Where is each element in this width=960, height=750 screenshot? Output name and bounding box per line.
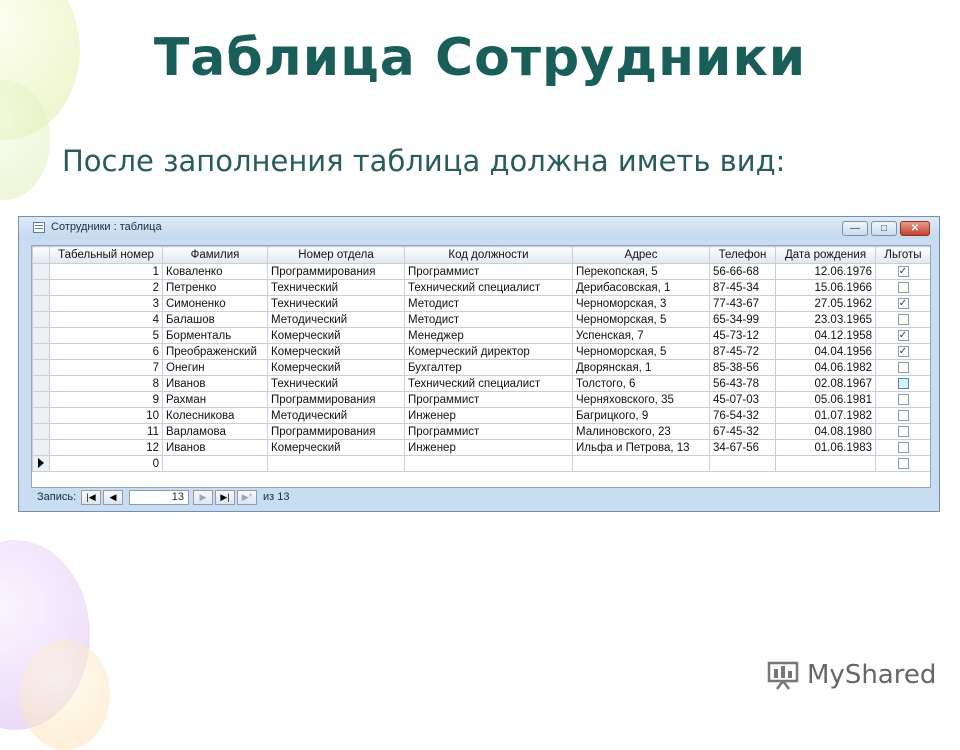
cell-id[interactable]: 0 (50, 456, 163, 472)
slide-title: Таблица Сотрудники (153, 28, 807, 88)
cell-id[interactable]: 5 (50, 328, 163, 344)
column-header[interactable]: Дата рождения (776, 247, 876, 264)
row-selector[interactable] (33, 440, 50, 456)
of-label: из (263, 491, 275, 503)
cell-id[interactable]: 12 (50, 440, 163, 456)
employees-table (32, 246, 931, 472)
cell-birth[interactable]: 04.04.1956 (776, 344, 876, 360)
cell-position[interactable]: Методист (405, 312, 573, 328)
cell-surname[interactable]: Иванов (163, 440, 268, 456)
record-total (263, 491, 290, 503)
cell-surname[interactable]: Борменталь (163, 328, 268, 344)
cell-dept[interactable]: Методический (268, 312, 405, 328)
cell-dept[interactable]: Комерческий (268, 328, 405, 344)
cell-position[interactable]: Бухгалтер (405, 360, 573, 376)
cell-position[interactable]: Программист (405, 264, 573, 280)
cell-dept[interactable]: Методический (268, 408, 405, 424)
new-record-icon[interactable]: ▶* (237, 490, 257, 505)
cell-benefit (876, 264, 931, 280)
cell-benefit (876, 328, 931, 344)
table-row[interactable] (33, 376, 931, 392)
cell-phone[interactable]: 34-67-56 (710, 440, 776, 456)
cell-phone[interactable]: 85-38-56 (710, 360, 776, 376)
row-selector[interactable] (33, 296, 50, 312)
cell-position[interactable]: Инженер (405, 440, 573, 456)
cell-dept[interactable]: Комерческий (268, 440, 405, 456)
select-all-cell[interactable] (33, 247, 50, 264)
cell-position[interactable]: Комерческий директор (405, 344, 573, 360)
table-row[interactable] (33, 392, 931, 408)
cell-position[interactable]: Программист (405, 424, 573, 440)
first-record-icon[interactable]: |◀ (81, 490, 101, 505)
cell-phone[interactable]: 56-66-68 (710, 264, 776, 280)
cell-benefit (876, 440, 931, 456)
cell-phone[interactable]: 87-45-34 (710, 280, 776, 296)
row-selector[interactable] (33, 376, 50, 392)
cell-surname[interactable]: Колесникова (163, 408, 268, 424)
cell-id[interactable]: 4 (50, 312, 163, 328)
previous-record-icon[interactable]: ◀ (103, 490, 123, 505)
cell-phone[interactable]: 65-34-99 (710, 312, 776, 328)
cell-dept[interactable]: Программирования (268, 392, 405, 408)
minimize-button[interactable]: — (842, 221, 868, 236)
column-header[interactable]: Телефон (710, 247, 776, 264)
cell-phone[interactable]: 45-07-03 (710, 392, 776, 408)
row-selector[interactable] (33, 312, 50, 328)
cell-benefit (876, 296, 931, 312)
maximize-button[interactable]: □ (871, 221, 897, 236)
cell-id[interactable]: 3 (50, 296, 163, 312)
cell-surname[interactable]: Рахман (163, 392, 268, 408)
logo-text: MyShared (807, 660, 937, 690)
row-selector[interactable] (33, 408, 50, 424)
cell-address[interactable]: Черняховского, 35 (573, 392, 710, 408)
cell-phone[interactable]: 77-43-67 (710, 296, 776, 312)
cell-phone[interactable]: 87-45-72 (710, 344, 776, 360)
benefit-checkbox[interactable]: ✓ (898, 297, 908, 309)
cell-id[interactable]: 8 (50, 376, 163, 392)
table-icon (33, 222, 45, 233)
cell-phone[interactable]: 56-43-78 (710, 376, 776, 392)
arrow-icon (38, 458, 44, 468)
row-selector[interactable] (33, 360, 50, 376)
benefit-checkbox[interactable] (898, 410, 909, 421)
column-header[interactable]: Фамилия (163, 247, 268, 264)
myshared-logo (767, 658, 937, 694)
cell-surname[interactable]: Преображенский (163, 344, 268, 360)
cell-benefit (876, 280, 931, 296)
cell-benefit (876, 360, 931, 376)
datasheet-grid (31, 245, 931, 488)
column-header[interactable]: Код должности (405, 247, 573, 264)
benefit-checkbox[interactable]: ✓ (898, 329, 908, 341)
column-header[interactable]: Льготы (876, 247, 931, 264)
cell-position[interactable]: Инженер (405, 408, 573, 424)
cell-position[interactable]: Технический специалист (405, 376, 573, 392)
cell-position[interactable]: Программист (405, 392, 573, 408)
cell-dept[interactable]: Программирования (268, 264, 405, 280)
table-row[interactable] (33, 296, 931, 312)
cell-address[interactable]: Малиновского, 23 (573, 424, 710, 440)
cell-dept[interactable]: Комерческий (268, 360, 405, 376)
row-selector[interactable] (33, 280, 50, 296)
empty-cell[interactable] (405, 456, 573, 472)
header-row (33, 247, 931, 264)
cell-address[interactable]: Дерибасовская, 1 (573, 280, 710, 296)
empty-cell[interactable] (268, 456, 405, 472)
cell-address[interactable]: Багрицкого, 9 (573, 408, 710, 424)
new-record-row[interactable] (33, 456, 931, 472)
cell-position[interactable]: Менеджер (405, 328, 573, 344)
window-titlebar[interactable] (19, 217, 939, 239)
table-row[interactable] (33, 280, 931, 296)
cell-birth[interactable]: 04.12.1958 (776, 328, 876, 344)
row-selector[interactable] (33, 328, 50, 344)
benefit-checkbox[interactable] (898, 394, 909, 405)
cell-id[interactable]: 2 (50, 280, 163, 296)
cell-phone[interactable]: 67-45-32 (710, 424, 776, 440)
benefit-checkbox[interactable] (898, 442, 909, 453)
table-window (18, 216, 940, 512)
cell-dept[interactable]: Комерческий (268, 344, 405, 360)
empty-cell[interactable] (573, 456, 710, 472)
table-row[interactable] (33, 424, 931, 440)
empty-cell[interactable] (163, 456, 268, 472)
table-row[interactable] (33, 312, 931, 328)
benefit-checkbox[interactable] (898, 458, 909, 469)
presentation-icon (767, 660, 799, 690)
cell-benefit (876, 344, 931, 360)
cell-address[interactable]: Дворянская, 1 (573, 360, 710, 376)
cell-birth[interactable]: 04.06.1982 (776, 360, 876, 376)
cell-birth[interactable]: 27.05.1962 (776, 296, 876, 312)
next-record-icon[interactable]: ▶ (193, 490, 213, 505)
cell-benefit (876, 408, 931, 424)
benefit-checkbox[interactable] (898, 282, 909, 293)
cell-id[interactable]: 1 (50, 264, 163, 280)
cell-birth[interactable]: 23.03.1965 (776, 312, 876, 328)
benefit-checkbox[interactable] (898, 426, 909, 437)
cell-benefit (876, 424, 931, 440)
cell-birth[interactable]: 04.08.1980 (776, 424, 876, 440)
cell-dept[interactable]: Технический (268, 280, 405, 296)
cell-birth[interactable]: 01.06.1983 (776, 440, 876, 456)
table-row[interactable] (33, 328, 931, 344)
cell-id[interactable]: 10 (50, 408, 163, 424)
empty-cell[interactable] (776, 456, 876, 472)
table-row[interactable] (33, 360, 931, 376)
cell-birth[interactable]: 12.06.1976 (776, 264, 876, 280)
cell-dept[interactable]: Программирования (268, 424, 405, 440)
column-header[interactable]: Адрес (573, 247, 710, 264)
table-row[interactable] (33, 440, 931, 456)
cell-surname[interactable]: Варламова (163, 424, 268, 440)
cell-surname[interactable]: Иванов (163, 376, 268, 392)
benefit-checkbox[interactable] (898, 362, 909, 373)
close-button[interactable]: ✕ (900, 221, 930, 236)
cell-birth[interactable]: 15.06.1966 (776, 280, 876, 296)
cell-surname[interactable]: Балашов (163, 312, 268, 328)
last-record-icon[interactable]: ▶| (215, 490, 235, 505)
record-navigator (31, 490, 931, 506)
cell-id[interactable]: 6 (50, 344, 163, 360)
cell-benefit (876, 392, 931, 408)
cell-address[interactable]: Перекопская, 5 (573, 264, 710, 280)
benefit-checkbox[interactable] (898, 314, 909, 325)
slide-subtitle: После заполнения таблица должна иметь вид: (62, 144, 786, 178)
cell-birth[interactable]: 01.07.1982 (776, 408, 876, 424)
benefit-checkbox[interactable]: ✓ (898, 345, 908, 357)
table-row[interactable] (33, 408, 931, 424)
cell-address[interactable]: Черноморская, 5 (573, 312, 710, 328)
cell-id[interactable]: 11 (50, 424, 163, 440)
cell-surname[interactable]: Петренко (163, 280, 268, 296)
column-header[interactable]: Номер отдела (268, 247, 405, 264)
row-selector[interactable] (33, 264, 50, 280)
column-header[interactable]: Табельный номер (50, 247, 163, 264)
cell-position[interactable]: Технический специалист (405, 280, 573, 296)
cell-dept[interactable]: Технический (268, 376, 405, 392)
cell-benefit (876, 312, 931, 328)
balloon-decoration (20, 640, 110, 750)
empty-cell[interactable] (710, 456, 776, 472)
cell-phone[interactable]: 76-54-32 (710, 408, 776, 424)
cell-address[interactable]: Успенская, 7 (573, 328, 710, 344)
total-count: 13 (277, 491, 290, 503)
cell-position[interactable]: Методист (405, 296, 573, 312)
row-selector[interactable] (33, 392, 50, 408)
cell-surname[interactable]: Симоненко (163, 296, 268, 312)
cell-birth[interactable]: 05.06.1981 (776, 392, 876, 408)
benefit-checkbox[interactable]: ✓ (898, 265, 908, 277)
cell-address[interactable]: Ильфа и Петрова, 13 (573, 440, 710, 456)
benefit-checkbox[interactable] (898, 378, 909, 389)
cell-phone[interactable]: 45-73-12 (710, 328, 776, 344)
cell-id[interactable]: 7 (50, 360, 163, 376)
cell-benefit (876, 456, 931, 472)
cell-address[interactable]: Толстого, 6 (573, 376, 710, 392)
row-selector[interactable] (33, 424, 50, 440)
cell-benefit (876, 376, 931, 392)
cell-surname[interactable]: Онегин (163, 360, 268, 376)
table-row[interactable] (33, 344, 931, 360)
window-title: Сотрудники : таблица (51, 221, 162, 233)
cell-surname[interactable]: Коваленко (163, 264, 268, 280)
record-number-field[interactable]: 13 (129, 490, 189, 505)
cell-birth[interactable]: 02.08.1967 (776, 376, 876, 392)
record-label: Запись: (37, 491, 77, 503)
table-row[interactable] (33, 264, 931, 280)
cell-address[interactable]: Черноморская, 3 (573, 296, 710, 312)
cell-dept[interactable]: Технический (268, 296, 405, 312)
cell-address[interactable]: Черноморская, 5 (573, 344, 710, 360)
current-row-arrow-icon[interactable] (33, 456, 50, 472)
cell-id[interactable]: 9 (50, 392, 163, 408)
row-selector[interactable] (33, 344, 50, 360)
